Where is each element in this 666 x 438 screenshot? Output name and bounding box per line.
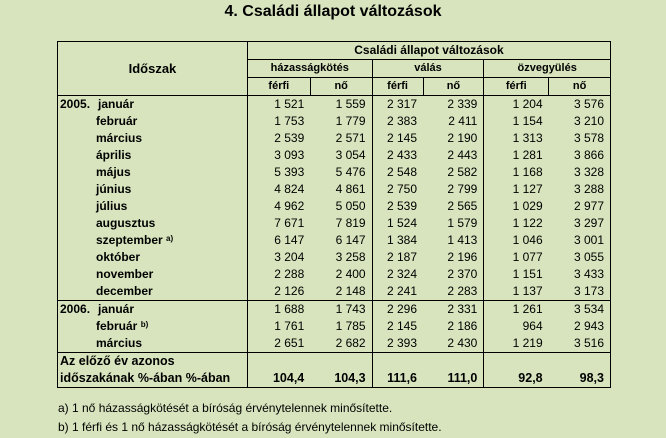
row-label (58, 96, 248, 114)
cell-value: 2 433 (386, 148, 418, 162)
group-header: Családi állapot változások (247, 42, 610, 60)
cell-value: 2 400 (310, 266, 372, 283)
table-row (58, 266, 611, 283)
cell-value: 4 824 (274, 182, 305, 196)
table-row (58, 335, 611, 353)
cell-value: 2 148 (310, 283, 372, 301)
cell-value: 7 819 (310, 215, 372, 232)
cell-value: 7 671 (274, 216, 305, 230)
sub-header: nő (549, 78, 611, 96)
cell-value: 2 339 (423, 96, 484, 114)
cell-value: 2 565 (423, 198, 484, 215)
total-value: 111,6 (372, 370, 423, 388)
cell-value: 4 962 (274, 199, 305, 213)
cell-value: 1 779 (310, 113, 372, 130)
row-label (58, 113, 248, 130)
cell-value: 3 328 (549, 164, 611, 181)
cell-value: 1 524 (386, 216, 418, 230)
row-month: november (96, 267, 154, 281)
row-label (58, 198, 248, 215)
cell-value: 1 154 (512, 114, 543, 128)
row-label (58, 266, 248, 283)
cell-value: 1 029 (512, 199, 543, 213)
row-label (58, 249, 248, 266)
total-value: 92,8 (484, 370, 549, 388)
cell-value: 3 297 (549, 215, 611, 232)
table-row (58, 96, 611, 114)
row-label (58, 181, 248, 198)
cell-value: 2 296 (372, 301, 423, 319)
footnote-a: a) 1 nő házasságkötését a bíróság érvénytelennek minősítette. (58, 401, 393, 415)
cell-value: 3 210 (549, 113, 611, 130)
cell-value: 4 861 (310, 181, 372, 198)
row-year: 2006. (60, 302, 91, 316)
table-row (58, 318, 611, 335)
cell-value: 2 393 (386, 336, 418, 350)
footnote-marker: a) (166, 234, 174, 243)
row-month: augusztus (96, 216, 156, 230)
cell-value: 1 281 (512, 148, 543, 162)
cell-value: 1 151 (512, 267, 543, 281)
cell-value: 964 (522, 319, 543, 333)
cell-value: 3 001 (549, 232, 611, 249)
col-group-divorce: válás (372, 60, 484, 78)
cell-value: 1 122 (512, 216, 543, 230)
cell-value: 2 682 (310, 335, 372, 353)
row-label (58, 232, 248, 249)
cell-value: 1 579 (423, 215, 484, 232)
table-row (58, 181, 611, 198)
cell-value: 1 785 (310, 318, 372, 335)
row-label (58, 215, 248, 232)
cell-value: 1 204 (512, 97, 543, 111)
data-table (57, 41, 611, 388)
cell-value: 1 137 (512, 284, 543, 298)
table-row (58, 215, 611, 232)
total-value: 111,0 (423, 370, 484, 388)
table-row (58, 147, 611, 164)
row-month: március (96, 336, 143, 350)
cell-value: 1 127 (512, 182, 543, 196)
cell-value: 2 317 (386, 97, 418, 111)
cell-value: 6 147 (310, 232, 372, 249)
cell-value: 2 548 (386, 165, 418, 179)
total-label-1: Az előző év azonos (58, 353, 248, 371)
sub-header: nő (423, 78, 484, 96)
cell-value: 2 241 (386, 284, 418, 298)
cell-value: 2 571 (310, 130, 372, 147)
cell-value: 2 383 (386, 114, 418, 128)
cell-value: 2 190 (423, 130, 484, 147)
cell-value: 3 288 (549, 181, 611, 198)
cell-value: 1 077 (512, 250, 543, 264)
cell-value: 2 430 (423, 335, 484, 353)
table-row (58, 130, 611, 147)
row-label (58, 164, 248, 181)
table-row (58, 283, 611, 301)
cell-value: 2 539 (386, 199, 418, 213)
table-row (58, 164, 611, 181)
row-label (58, 283, 248, 301)
cell-value: 2 977 (549, 198, 611, 215)
cell-value: 2 943 (549, 318, 611, 335)
cell-value: 5 476 (310, 164, 372, 181)
row-year: 2005. (60, 97, 91, 111)
cell-value: 2 126 (274, 284, 305, 298)
sub-header: férfi (247, 78, 310, 96)
sub-header: férfi (484, 78, 549, 96)
cell-value: 3 578 (549, 130, 611, 147)
sub-header: férfi (372, 78, 423, 96)
row-label (58, 147, 248, 164)
col-group-widowhood: özvegyülés (484, 60, 611, 78)
cell-value: 1 743 (310, 301, 372, 319)
cell-value: 3 055 (549, 249, 611, 266)
row-month: március (96, 131, 143, 145)
row-month: január (98, 302, 135, 316)
row-month: február (96, 319, 138, 333)
table-row (58, 301, 611, 319)
sub-header: nő (310, 78, 372, 96)
cell-value: 2 799 (423, 181, 484, 198)
row-label (58, 130, 248, 147)
cell-value: 2 145 (386, 131, 418, 145)
cell-value: 1 761 (274, 319, 305, 333)
row-month: december (96, 284, 153, 298)
cell-value: 2 331 (423, 301, 484, 319)
cell-value: 6 147 (274, 233, 305, 247)
cell-value: 1 384 (386, 233, 418, 247)
cell-value: 2 186 (423, 318, 484, 335)
row-month: január (98, 97, 135, 111)
total-value: 104,4 (247, 370, 310, 388)
total-row (58, 353, 611, 371)
col-group-marriage: házasságkötés (247, 60, 372, 78)
cell-value: 2 187 (386, 250, 418, 264)
row-month: szeptember (96, 233, 163, 247)
cell-value: 1 688 (247, 301, 310, 319)
table-row (58, 249, 611, 266)
cell-value: 3 054 (310, 147, 372, 164)
total-value: 98,3 (549, 370, 611, 388)
cell-value: 3 516 (549, 335, 611, 353)
cell-value: 1 413 (423, 232, 484, 249)
cell-value: 2 196 (423, 249, 484, 266)
cell-value: 3 093 (274, 148, 305, 162)
cell-value: 2 288 (274, 267, 305, 281)
cell-value: 2 145 (386, 319, 418, 333)
cell-value: 1 559 (310, 96, 372, 114)
cell-value: 3 576 (549, 96, 611, 114)
row-month: június (96, 182, 132, 196)
total-value: 104,3 (310, 370, 372, 388)
table-body (58, 96, 611, 353)
cell-value: 5 393 (274, 165, 305, 179)
row-month: február (96, 114, 138, 128)
row-label (58, 318, 248, 335)
cell-value: 3 204 (274, 250, 305, 264)
cell-value: 2 370 (423, 266, 484, 283)
row-month: május (96, 165, 131, 179)
footnote-b: b) 1 férfi és 1 nő házasságkötését a bíróság érvénytelennek minősítette. (58, 420, 442, 434)
cell-value: 2 283 (423, 283, 484, 301)
cell-value: 2 582 (423, 164, 484, 181)
cell-value: 2 324 (386, 267, 418, 281)
table-row (58, 198, 611, 215)
cell-value: 1 168 (512, 165, 543, 179)
cell-value: 2 443 (423, 147, 484, 164)
cell-value: 3 433 (549, 266, 611, 283)
cell-value: 1 521 (274, 97, 305, 111)
cell-value: 3 866 (549, 147, 611, 164)
cell-value: 2 539 (274, 131, 305, 145)
period-header: Időszak (58, 42, 248, 96)
cell-value: 3 258 (310, 249, 372, 266)
row-month: július (96, 199, 128, 213)
cell-value: 1 313 (512, 131, 543, 145)
cell-value: 3 173 (549, 283, 611, 301)
table-row (58, 113, 611, 130)
footnote-marker: b) (140, 320, 149, 329)
row-label (58, 301, 248, 319)
table-title: 4. Családi állapot változások (224, 3, 442, 20)
cell-value: 1 261 (484, 301, 549, 319)
row-month: október (96, 250, 141, 264)
row-label (58, 335, 248, 353)
total-label-2: időszakának %-ában %-ában (58, 370, 248, 388)
cell-value: 2 750 (386, 182, 418, 196)
cell-value: 1 753 (274, 114, 305, 128)
cell-value: 1 219 (512, 336, 543, 350)
cell-value: 1 046 (512, 233, 543, 247)
cell-value: 2 411 (423, 113, 484, 130)
cell-value: 5 050 (310, 198, 372, 215)
row-month: április (96, 148, 132, 162)
cell-value: 3 534 (549, 301, 611, 319)
table-row (58, 232, 611, 249)
cell-value: 2 651 (274, 336, 305, 350)
